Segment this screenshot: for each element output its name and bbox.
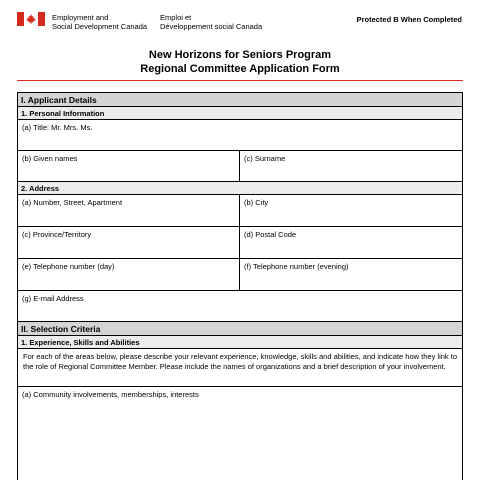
protected-label: Protected B When Completed (356, 15, 462, 24)
phone-evening-field[interactable]: (f) Telephone number (evening) (244, 262, 349, 271)
department-name-french: Emploi et Développement social Canada (160, 13, 263, 31)
title-field[interactable] (18, 119, 462, 150)
community-involvement-field[interactable] (18, 386, 462, 480)
header-divider (17, 80, 463, 81)
subsection-address: 2. Address (18, 181, 462, 194)
section-selection-criteria: II. Selection Criteria (18, 321, 462, 335)
community-involvement-label: (a) Community involvements, memberships, interests (22, 390, 199, 399)
province-field[interactable]: (c) Province/Territory (18, 227, 240, 258)
title-label: (a) Title: Mr. Mrs. Ms. (22, 123, 93, 132)
given-names-field[interactable]: (b) Given names (18, 151, 240, 181)
email-field[interactable] (18, 290, 462, 321)
canada-flag-icon (17, 12, 45, 26)
page-header (0, 0, 480, 40)
subsection-experience: 1. Experience, Skills and Abilities (18, 335, 462, 348)
surname-field[interactable]: (c) Surname (244, 154, 286, 163)
section-applicant-details: I. Applicant Details (18, 92, 462, 106)
form-title: New Horizons for Seniors Program Regional Committee Application Form (140, 49, 340, 75)
email-label: (g) E-mail Address (22, 294, 84, 303)
subsection-personal-information: 1. Personal Information (18, 106, 462, 119)
department-name-english: Employment and Social Development Canada (52, 13, 148, 31)
phone-day-field[interactable]: (e) Telephone number (day) (18, 259, 240, 290)
postal-code-field[interactable]: (d) Postal Code (244, 230, 297, 239)
application-form (17, 92, 463, 480)
city-field[interactable]: (b) City (244, 198, 269, 207)
experience-instructions: For each of the areas below, please describe your relevant experience, knowledge, skills and abilities, and indicate how they link to the role of Regional Committee Member. Please include the names of organizations and a brief description of your involvement. (23, 352, 458, 371)
street-field[interactable]: (a) Number, Street, Apartment (18, 195, 240, 226)
